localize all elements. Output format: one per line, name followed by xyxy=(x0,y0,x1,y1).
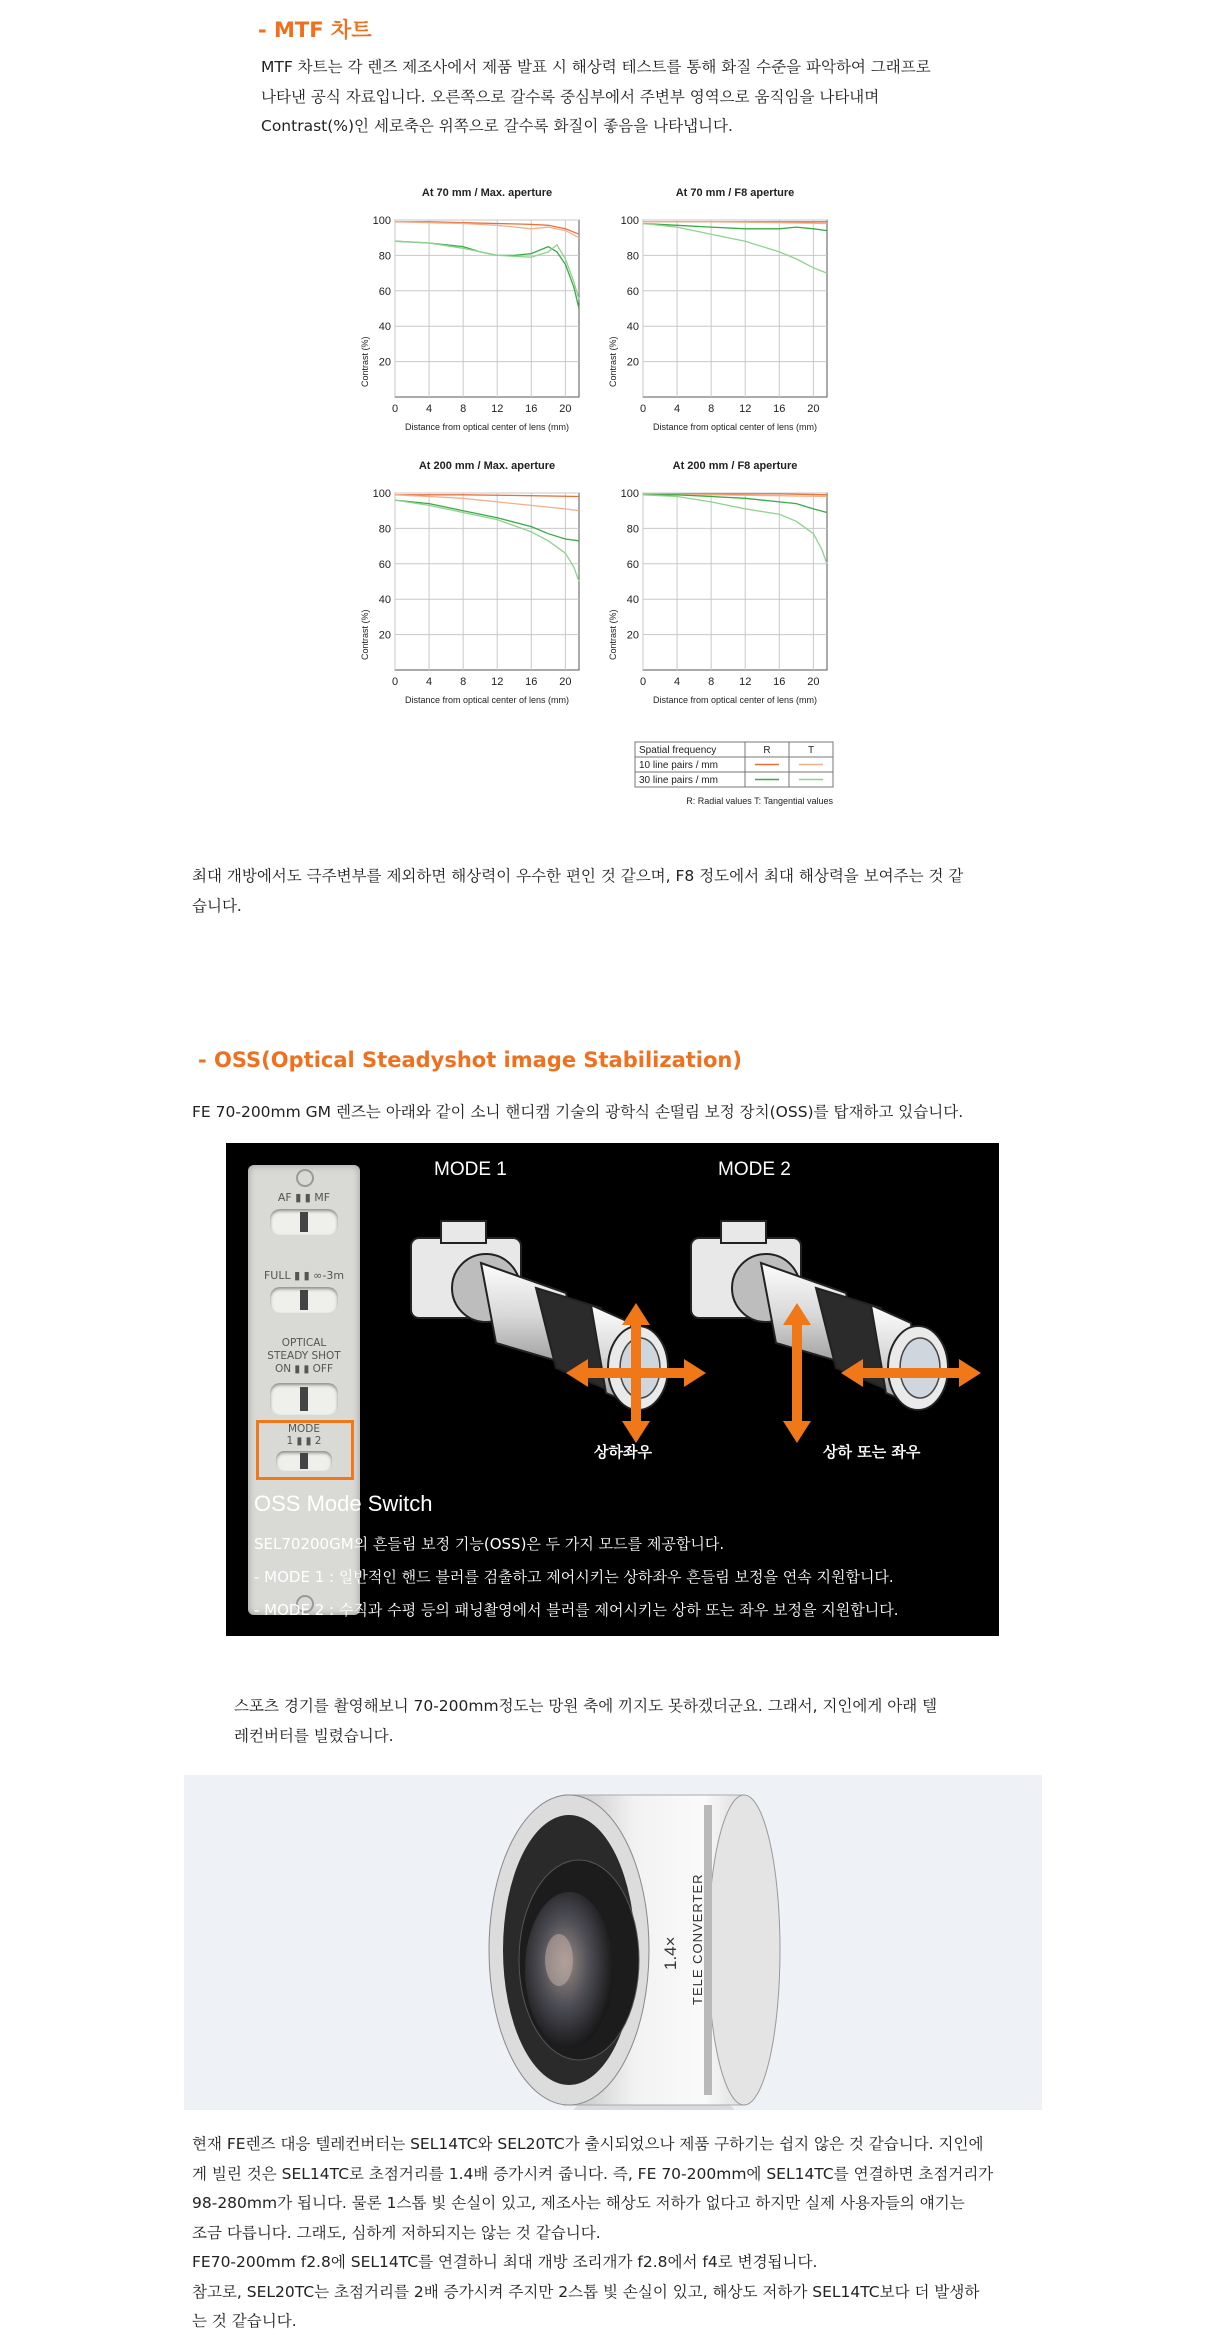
x-tick-label: 16 xyxy=(525,403,538,415)
mode1-title: MODE 1 xyxy=(434,1159,507,1180)
series-line xyxy=(395,222,579,238)
series-line xyxy=(643,495,827,513)
sports-line: 스포츠 경기를 촬영해보니 70-200mm정도는 망원 축에 끼지도 못하겠더군요. 그래서, 지인에게 아래 텔 xyxy=(234,1697,938,1715)
x-tick-label: 0 xyxy=(391,403,399,415)
mtf-intro-line: Contrast(%)인 세로축은 위쪽으로 갈수록 화질이 좋음을 나타냅니다. xyxy=(261,117,733,135)
series-line xyxy=(643,224,827,274)
y-tick-label: 20 xyxy=(378,356,391,369)
tele-converter-illustration xyxy=(184,1775,1042,2110)
oss-switch-title: OSS Mode Switch xyxy=(254,1491,433,1516)
switch-mode-label xyxy=(248,1423,360,1447)
y-tick-label: 20 xyxy=(626,356,639,369)
legend-header-text: R xyxy=(763,745,771,756)
switch-mode-line: MODE xyxy=(287,1423,321,1435)
x-tick-label: 4 xyxy=(674,676,681,688)
x-axis-label: Distance from optical center of lens (mm) xyxy=(652,695,818,705)
chart-title: At 70 mm / F8 aperture xyxy=(675,187,795,199)
mtf-charts-svg xyxy=(355,180,845,820)
x-tick-label: 8 xyxy=(460,676,467,688)
oss-desc-line: - MODE 1 : 일반적인 핸드 블러를 검출하고 제어시키는 상하좌우 흔들림 보정을 연속 지원합니다. xyxy=(254,1568,894,1586)
switch-optical-line: ON ▮ ▮ OFF xyxy=(274,1363,334,1375)
mode1-caption: 상하좌우 xyxy=(594,1443,652,1461)
x-tick-label: 16 xyxy=(773,676,786,688)
switch-knob xyxy=(300,1453,308,1469)
converter-name-label: TELE CONVERTER xyxy=(690,1873,705,2005)
y-tick-label: 80 xyxy=(378,523,391,536)
final-line: 참고로, SEL20TC는 초점거리를 2배 증가시켜 주지만 2스톱 빛 손실이 있고, 해상도 저하가 SEL14TC보다 더 발생하 xyxy=(192,2282,980,2301)
x-tick-label: 4 xyxy=(426,403,433,415)
y-axis-label: Contrast (%) xyxy=(608,609,618,660)
final-line: 게 빌린 것은 SEL14TC로 초점거리를 1.4배 증가시켜 줍니다. 즉, FE 70-200mm에 SEL14TC를 연결하면 초점거리가 xyxy=(192,2164,994,2183)
tele-converter-image xyxy=(184,1775,1042,2110)
mode2-title: MODE 2 xyxy=(718,1159,791,1180)
mtf-heading: - MTF 차트 xyxy=(258,18,372,42)
y-axis-label: Contrast (%) xyxy=(608,336,618,387)
y-tick-label: 100 xyxy=(372,215,391,227)
x-tick-label: 8 xyxy=(708,676,715,688)
y-tick-label: 60 xyxy=(378,285,391,298)
x-axis-label: Distance from optical center of lens (mm) xyxy=(652,422,818,432)
x-tick-label: 0 xyxy=(639,403,647,415)
final-line: 98-280mm가 됩니다. 물론 1스톱 빛 손실이 있고, 제조사는 해상도 저하가 없다고 하지만 실제 사용자들의 얘기는 xyxy=(192,2194,965,2212)
chart-title: At 200 mm / Max. aperture xyxy=(418,460,556,472)
switch-knob xyxy=(300,1212,308,1232)
plot-frame xyxy=(643,493,827,670)
switch-mode xyxy=(276,1451,332,1471)
x-tick-label: 4 xyxy=(674,403,681,415)
y-tick-label: 60 xyxy=(626,285,639,298)
switch-optical-line: OPTICAL xyxy=(281,1337,327,1349)
x-tick-label: 8 xyxy=(460,403,467,415)
switch-full xyxy=(270,1287,338,1313)
switch-knob xyxy=(300,1290,308,1310)
x-tick-label: 8 xyxy=(708,403,715,415)
x-tick-label: 20 xyxy=(559,676,572,688)
x-axis-label: Distance from optical center of lens (mm) xyxy=(404,695,570,705)
final-line: 현재 FE렌즈 대응 텔레컨버터는 SEL14TC와 SEL20TC가 출시되었으나 제품 구하기는 쉽지 않은 것 같습니다. 지인에 xyxy=(192,2135,984,2153)
switch-af-mf-label: AF ▮ ▮ MF xyxy=(277,1191,331,1204)
y-tick-label: 20 xyxy=(378,629,391,642)
final-line: 조금 다릅니다. 그래도, 심하게 저하되지는 않는 것 같습니다. xyxy=(192,2223,601,2242)
mtf-chart xyxy=(608,187,827,432)
mtf-chart xyxy=(360,460,579,705)
oss-description xyxy=(254,1528,994,1627)
switch-optical-label xyxy=(248,1337,360,1376)
y-axis-label: Contrast (%) xyxy=(360,609,370,660)
x-tick-label: 20 xyxy=(559,403,572,415)
final-paragraph xyxy=(192,2130,1052,2337)
oss-desc-line: SEL70200GM의 흔들림 보정 기능(OSS)은 두 가지 모드를 제공합니다. xyxy=(254,1535,725,1553)
oss-heading: - OSS(Optical Steadyshot image Stabilization) xyxy=(198,1048,742,1072)
y-tick-label: 80 xyxy=(626,250,639,263)
oss-mode-image xyxy=(226,1143,999,1636)
x-tick-label: 12 xyxy=(491,676,504,688)
y-tick-label: 60 xyxy=(378,558,391,571)
y-tick-label: 80 xyxy=(626,523,639,536)
mode2-caption: 상하 또는 좌우 xyxy=(823,1443,921,1461)
switch-af-mf xyxy=(270,1209,338,1235)
sports-paragraph xyxy=(234,1692,1014,1751)
switch-optical xyxy=(270,1383,338,1415)
y-tick-label: 40 xyxy=(626,594,639,607)
plot-frame xyxy=(395,220,579,397)
y-tick-label: 40 xyxy=(626,321,639,334)
oss-desc-line: - MODE 2 : 수직과 수평 등의 패닝촬영에서 블러를 제어시키는 상하 또는 좌우 보정을 지원합니다. xyxy=(254,1601,899,1619)
x-tick-label: 16 xyxy=(525,676,538,688)
converter-ratio-label: 1.4× xyxy=(661,1936,680,1970)
y-tick-label: 100 xyxy=(620,215,639,227)
mtf-conclusion-line: 습니다. xyxy=(192,896,242,915)
series-line xyxy=(395,500,579,541)
chart-title: At 70 mm / Max. aperture xyxy=(421,187,553,199)
x-tick-label: 20 xyxy=(807,676,820,688)
legend-row-label: 30 line pairs / mm xyxy=(639,775,718,786)
oss-intro: FE 70-200mm GM 렌즈는 아래와 같이 소니 핸디캠 기술의 광학식 손떨림 보정 장치(OSS)를 탑재하고 있습니다. xyxy=(192,1103,964,1121)
x-tick-label: 16 xyxy=(773,403,786,415)
x-tick-label: 12 xyxy=(739,676,752,688)
mtf-chart xyxy=(608,460,827,705)
legend-table xyxy=(635,742,833,806)
final-line: FE70-200mm f2.8에 SEL14TC를 연결하니 최대 개방 조리개가 f2.8에서 f4로 변경됩니다. xyxy=(192,2253,818,2271)
series-line xyxy=(395,241,579,308)
x-axis-label: Distance from optical center of lens (mm) xyxy=(404,422,570,432)
camera-2-icon xyxy=(691,1221,948,1410)
legend-row-label: 10 line pairs / mm xyxy=(639,760,718,771)
switch-mode-line: 1 ▮ ▮ 2 xyxy=(286,1435,322,1447)
y-tick-label: 20 xyxy=(626,629,639,642)
series-line xyxy=(395,500,579,581)
x-tick-label: 12 xyxy=(739,403,752,415)
plot-frame xyxy=(395,493,579,670)
y-tick-label: 100 xyxy=(620,488,639,500)
y-tick-label: 60 xyxy=(626,558,639,571)
x-tick-label: 4 xyxy=(426,676,433,688)
plot-frame xyxy=(643,220,827,397)
mtf-intro-line: 나타낸 공식 자료입니다. 오른쪽으로 갈수록 중심부에서 주변부 영역으로 움직임을 나타내며 xyxy=(261,87,880,106)
y-tick-label: 100 xyxy=(372,488,391,500)
switch-full-label: FULL ▮ ▮ ∞-3m xyxy=(263,1269,345,1282)
mtf-chart-figure xyxy=(355,180,845,820)
y-axis-label: Contrast (%) xyxy=(360,336,370,387)
switch-knob xyxy=(300,1387,308,1411)
mtf-conclusion xyxy=(192,862,1052,921)
chart-title: At 200 mm / F8 aperture xyxy=(672,460,798,472)
sports-line: 레컨버터를 빌렸습니다. xyxy=(234,1726,394,1745)
screw-icon xyxy=(296,1169,314,1187)
camera-lens-illustrations xyxy=(386,1193,986,1453)
mtf-conclusion-line: 최대 개방에서도 극주변부를 제외하면 해상력이 우수한 편인 것 같으며, F8 정도에서 최대 해상력을 보여주는 것 같 xyxy=(192,867,964,885)
mtf-intro-line: MTF 차트는 각 렌즈 제조사에서 제품 발표 시 해상력 테스트를 통해 화질 수준을 파악하여 그래프로 xyxy=(261,58,931,76)
final-line: 는 것 같습니다. xyxy=(192,2312,297,2330)
mtf-intro xyxy=(261,53,1061,142)
legend-note: R: Radial values T: Tangential values xyxy=(686,796,833,806)
x-tick-label: 20 xyxy=(807,403,820,415)
y-tick-label: 40 xyxy=(378,321,391,334)
y-tick-label: 80 xyxy=(378,250,391,263)
x-tick-label: 0 xyxy=(639,676,647,688)
legend-header-text: Spatial frequency xyxy=(639,745,717,756)
legend-header-text: T xyxy=(807,745,815,756)
mtf-chart xyxy=(360,187,579,432)
x-tick-label: 0 xyxy=(391,676,399,688)
x-tick-label: 12 xyxy=(491,403,504,415)
switch-optical-line: STEADY SHOT xyxy=(267,1350,341,1362)
y-tick-label: 40 xyxy=(378,594,391,607)
